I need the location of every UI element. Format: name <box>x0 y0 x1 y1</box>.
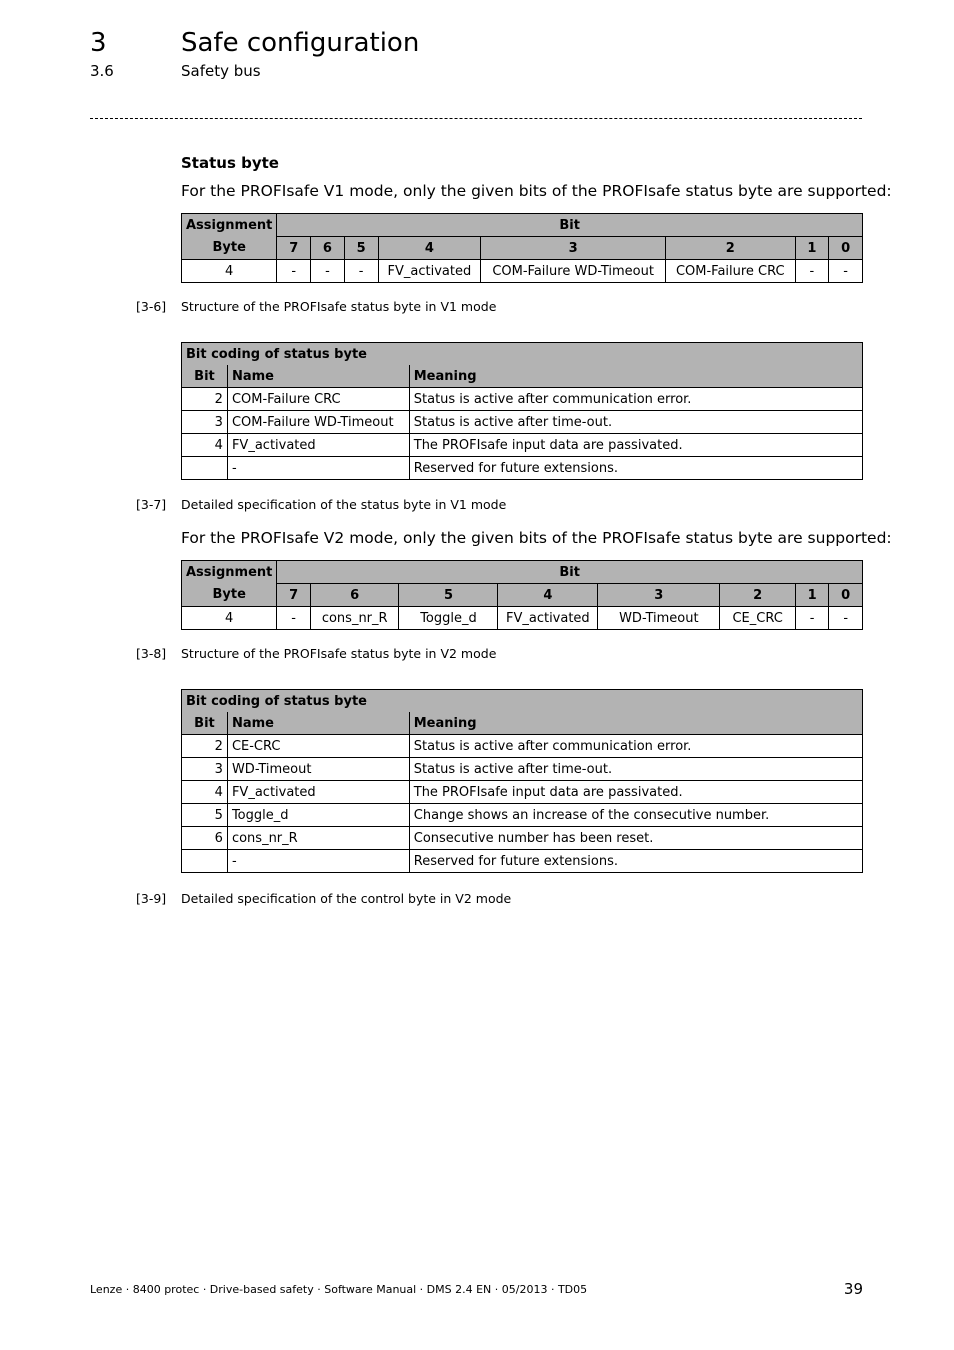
coding-table-title: Bit coding of status byte <box>182 690 863 713</box>
table-cell: - <box>795 260 829 283</box>
figure-caption: Structure of the PROFIsafe status byte in V2 mode <box>181 646 497 661</box>
byte-header: Byte <box>182 237 277 260</box>
v2-structure-table <box>181 560 863 630</box>
byte-header: Byte <box>182 584 277 607</box>
table-cell: - <box>277 607 311 630</box>
table-cell: Status is active after time-out. <box>409 758 862 781</box>
footer-text: Lenze · 8400 protec · Drive-based safety · Software Manual · DMS 2.4 EN · 05/2013 · TD05 <box>90 1283 588 1296</box>
bit-number: 0 <box>829 237 863 260</box>
bit-number: 3 <box>598 584 720 607</box>
table-cell: - <box>311 260 345 283</box>
table-cell: 4 <box>182 607 277 630</box>
table-cell: 4 <box>182 781 228 804</box>
v1-intro: For the PROFIsafe V1 mode, only the given bits of the PROFIsafe status byte are supported: <box>181 182 892 200</box>
table-row <box>182 388 863 411</box>
table-cell: 4 <box>182 434 228 457</box>
table-cell: Toggle_d <box>227 804 409 827</box>
table-cell: The PROFIsafe input data are passivated. <box>409 781 862 804</box>
assignment-header: Assignment <box>182 561 277 584</box>
header-divider <box>90 118 862 119</box>
bit-number: 5 <box>344 237 378 260</box>
column-header: Bit <box>182 365 228 388</box>
table-cell: FV_activated <box>378 260 481 283</box>
table-row <box>182 804 863 827</box>
bit-number: 7 <box>277 584 311 607</box>
figure-caption: Detailed specification of the status byte in V1 mode <box>181 497 507 512</box>
table-row <box>182 411 863 434</box>
table-cell: COM-Failure CRC <box>666 260 796 283</box>
table-cell: COM-Failure WD-Timeout <box>227 411 409 434</box>
v1-coding-table <box>181 342 863 480</box>
bit-number: 5 <box>399 584 498 607</box>
table-cell: - <box>277 260 311 283</box>
section-title: Safety bus <box>181 62 261 80</box>
bit-number: 1 <box>795 584 829 607</box>
figure-number: [3-9] <box>136 891 167 906</box>
table-cell: 3 <box>182 411 228 434</box>
chapter-title: Safe configuration <box>181 28 420 58</box>
column-header: Name <box>227 712 409 735</box>
table-cell: Reserved for future extensions. <box>409 457 862 480</box>
table-row <box>182 434 863 457</box>
bit-number: 4 <box>498 584 598 607</box>
table-cell: FV_activated <box>498 607 598 630</box>
bit-number: 2 <box>666 237 796 260</box>
table-cell: FV_activated <box>227 434 409 457</box>
bit-number: 6 <box>311 237 345 260</box>
bit-number: 1 <box>795 237 829 260</box>
chapter-number: 3 <box>90 28 107 58</box>
bit-number: 0 <box>829 584 863 607</box>
v2-intro: For the PROFIsafe V2 mode, only the given bits of the PROFIsafe status byte are supported: <box>181 529 892 547</box>
table-cell: WD-Timeout <box>598 607 720 630</box>
column-header: Bit <box>182 712 228 735</box>
table-cell: - <box>829 260 863 283</box>
table-cell <box>182 457 228 480</box>
assignment-header: Assignment <box>182 214 277 237</box>
bit-number: 4 <box>378 237 481 260</box>
table-cell: FV_activated <box>227 781 409 804</box>
table-cell: The PROFIsafe input data are passivated. <box>409 434 862 457</box>
bit-header: Bit <box>277 561 863 584</box>
v2-coding-table <box>181 689 863 873</box>
table-row <box>182 735 863 758</box>
bit-header: Bit <box>277 214 863 237</box>
table-cell: - <box>795 607 829 630</box>
figure-number: [3-8] <box>136 646 167 661</box>
page-number: 39 <box>843 1280 863 1298</box>
table-cell: WD-Timeout <box>227 758 409 781</box>
table-cell: 2 <box>182 735 228 758</box>
table-cell: Change shows an increase of the consecutive number. <box>409 804 862 827</box>
table-row <box>182 607 863 630</box>
section-heading: Status byte <box>181 154 279 172</box>
table-cell: - <box>227 457 409 480</box>
table-cell <box>182 850 228 873</box>
figure-number: [3-6] <box>136 299 167 314</box>
table-row <box>182 827 863 850</box>
table-cell: Reserved for future extensions. <box>409 850 862 873</box>
table-cell: 4 <box>182 260 277 283</box>
column-header: Meaning <box>409 712 862 735</box>
table-cell: COM-Failure WD-Timeout <box>481 260 666 283</box>
table-cell: - <box>227 850 409 873</box>
table-cell: Status is active after communication error. <box>409 388 862 411</box>
table-cell: 3 <box>182 758 228 781</box>
bit-number: 2 <box>720 584 796 607</box>
table-row <box>182 758 863 781</box>
coding-table-title: Bit coding of status byte <box>182 343 863 366</box>
bit-number: 3 <box>481 237 666 260</box>
table-cell: Toggle_d <box>399 607 498 630</box>
table-cell: Status is active after time-out. <box>409 411 862 434</box>
figure-caption: Detailed specification of the control byte in V2 mode <box>181 891 512 906</box>
table-cell: Status is active after communication error. <box>409 735 862 758</box>
table-row <box>182 457 863 480</box>
table-cell: COM-Failure CRC <box>227 388 409 411</box>
table-row <box>182 781 863 804</box>
table-cell: CE-CRC <box>227 735 409 758</box>
table-cell: cons_nr_R <box>227 827 409 850</box>
section-number: 3.6 <box>90 62 114 80</box>
table-cell: - <box>829 607 863 630</box>
table-cell: 2 <box>182 388 228 411</box>
v1-structure-table <box>181 213 863 283</box>
table-row <box>182 260 863 283</box>
table-row <box>182 850 863 873</box>
table-cell: cons_nr_R <box>310 607 399 630</box>
bit-number: 6 <box>310 584 399 607</box>
figure-caption: Structure of the PROFIsafe status byte in V1 mode <box>181 299 497 314</box>
bit-number: 7 <box>277 237 311 260</box>
table-cell: Consecutive number has been reset. <box>409 827 862 850</box>
column-header: Meaning <box>409 365 862 388</box>
table-cell: - <box>344 260 378 283</box>
table-cell: 5 <box>182 804 228 827</box>
table-cell: CE_CRC <box>720 607 796 630</box>
column-header: Name <box>227 365 409 388</box>
table-cell: 6 <box>182 827 228 850</box>
figure-number: [3-7] <box>136 497 167 512</box>
